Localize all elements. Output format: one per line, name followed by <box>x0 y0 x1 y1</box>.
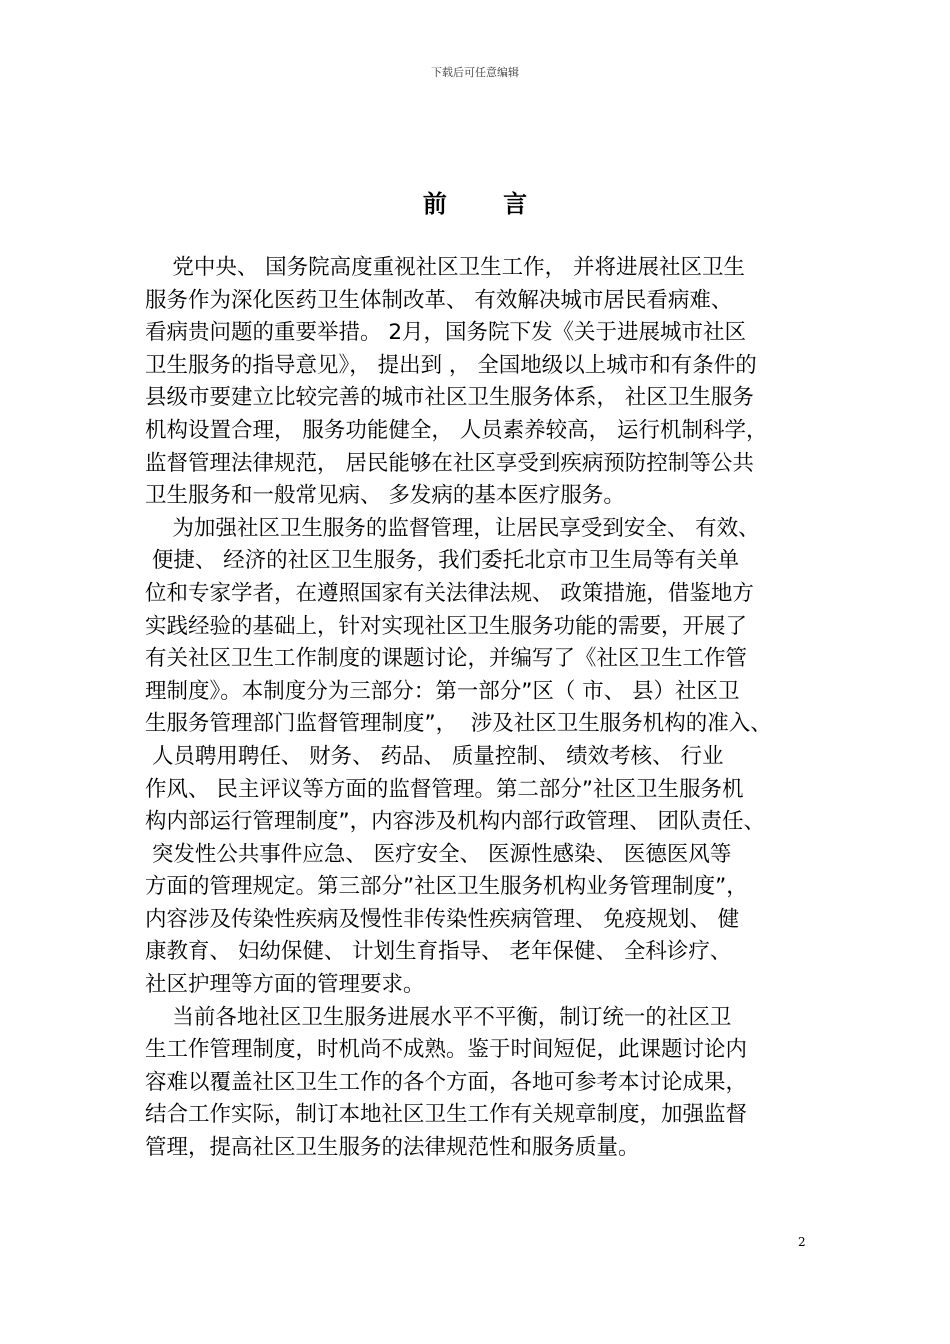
text-line: 有关社区卫生工作制度的课题讨论，并编写了《社区卫生工作管 <box>145 646 748 672</box>
text-line: 人员聘用聘任、 财务、 药品、 质量控制、 绩效考核、 行业 <box>145 743 724 769</box>
text-line: 社区护理等方面的管理要求。 <box>145 972 425 998</box>
text-line: 便捷、 经济的社区卫生服务，我们委托北京市卫生局等有关单 <box>145 548 740 574</box>
body-text <box>145 252 813 1165</box>
text-line: 卫生服务和一般常见病、 多发病的基本医疗服务。 <box>145 483 625 509</box>
text-line: 突发性公共事件应急、 医疗安全、 医源性感染、 医德医风等 <box>145 841 732 867</box>
page-title: 前 言 <box>422 190 552 218</box>
text-line: 实践经验的基础上，针对实现社区卫生服务功能的需要，开展了 <box>145 613 748 639</box>
text-line: 党中央、 国务院高度重视社区卫生工作， 并将进展社区卫生 <box>145 255 746 280</box>
text-line: 康教育、 妇幼保健、 计划生育指导、 老年保健、 全科诊疗、 <box>145 939 732 965</box>
text-line: 理制度》。本制度分为三部分：第一部分”区（ 市、 县）社区卫 <box>145 678 740 704</box>
text-line: 方面的管理规定。第三部分”社区卫生服务机构业务管理制度”， <box>145 874 748 900</box>
text-line: 生工作管理制度，时机尚不成熟。鉴于时间短促，此课题讨论内 <box>145 1037 748 1063</box>
text-line: 结合工作实际，制订本地社区卫生工作有关规章制度，加强监督 <box>145 1102 748 1128</box>
text-line: 生服务管理部门监督管理制度”， 涉及社区卫生服务机构的准入、 <box>145 711 772 737</box>
text-line: 当前各地社区卫生服务进展水平不平衡，制订统一的社区卫 <box>145 1004 732 1030</box>
text-line: 看病贵问题的重要举措。 2月，国务院下发《关于进展城市社区 <box>145 320 747 346</box>
text-line: 构内部运行管理制度”，内容涉及机构内部行政管理、 团队责任、 <box>145 809 765 835</box>
text-line: 作风、 民主评议等方面的监督管理。第二部分”社区卫生服务机 <box>145 776 744 802</box>
text-line: 位和专家学者，在遵照国家有关法律法规、 政策措施，借鉴地方 <box>145 580 754 606</box>
text-line: 管理，提高社区卫生服务的法律规范性和服务质量。 <box>145 1135 640 1161</box>
text-line: 监督管理法律规范， 居民能够在社区享受到疾病预防控制等公共 <box>145 450 754 476</box>
page-number: 2 <box>798 1235 806 1249</box>
text-line: 县级市要建立比较完善的城市社区卫生服务体系， 社区卫生服务 <box>145 385 754 411</box>
text-line: 容难以覆盖社区卫生工作的各个方面，各地可参考本讨论成果， <box>145 1069 748 1095</box>
text-line: 卫生服务的指导意见》， 提出到 ， 全国地级以上城市和有条件的 <box>145 352 757 378</box>
text-line: 机构设置合理， 服务功能健全， 人员素养较高， 运行机制科学， <box>145 417 768 443</box>
text-line: 为加强社区卫生服务的监督管理，让居民享受到安全、 有效、 <box>145 515 760 541</box>
text-line: 内容涉及传染性疾病及慢性非传染性疾病管理、 免疫规划、 健 <box>145 906 740 932</box>
page-header: 下载后可任意编辑 <box>431 66 519 79</box>
text-line: 服务作为深化医药卫生体制改革、 有效解决城市居民看病难、 <box>145 287 733 313</box>
